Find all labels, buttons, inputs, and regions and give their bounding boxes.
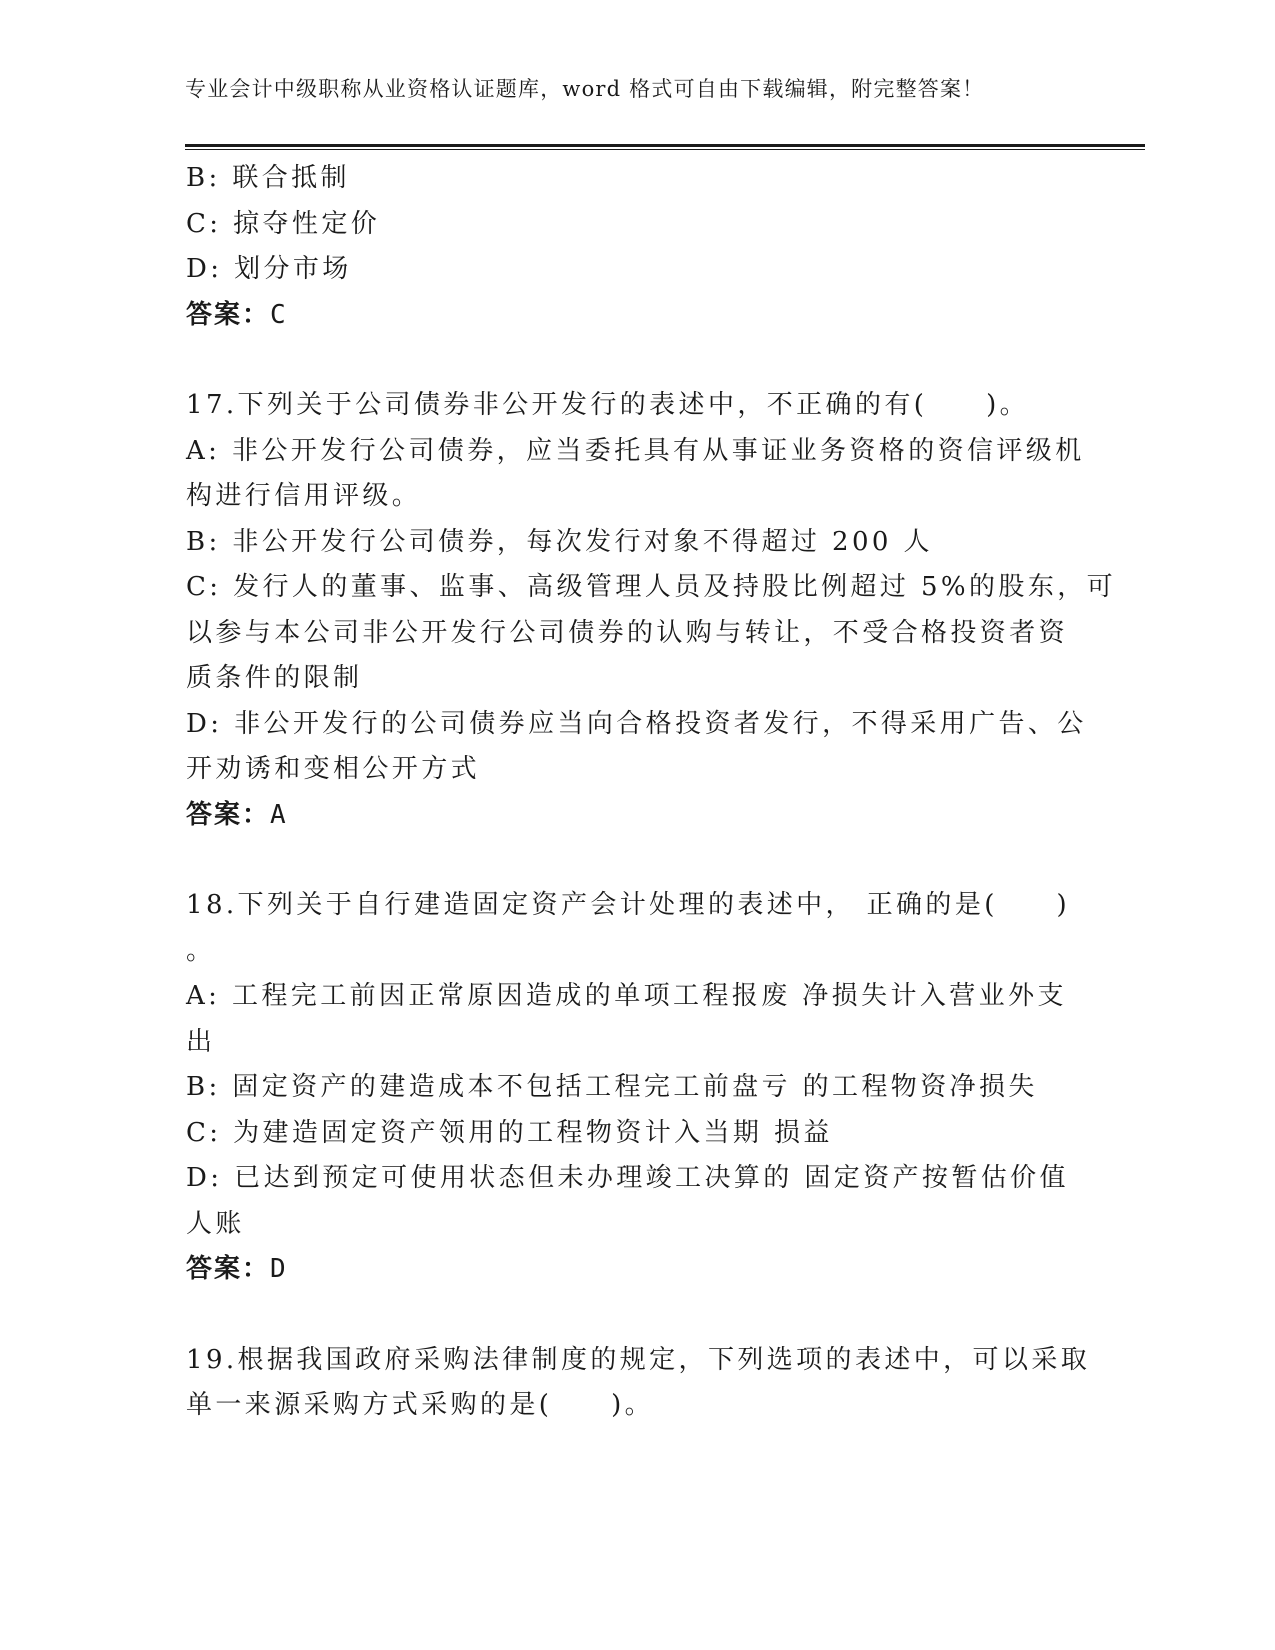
answer-label: 答案： [186, 1254, 271, 1284]
option-a-line-1: A: 工程完工前因正常原因造成的单项工程报废 净损失计入营业外支 [186, 981, 1067, 1011]
question-stem: 17.下列关于公司债券非公开发行的表述中，不正确的有( )。 [186, 390, 1030, 420]
question-stem-line-2: 。 [186, 935, 216, 966]
option-b: B: 联合抵制 [186, 163, 350, 193]
option-d: D: 划分市场 [186, 254, 352, 284]
option-b: B: 非公开发行公司债券，每次发行对象不得超过 200 人 [186, 526, 933, 557]
option-c: C: 掠夺性定价 [186, 208, 381, 239]
option-d-line-2: 开劝诱和变相公开方式 [186, 754, 481, 784]
answer-value: D [270, 1254, 288, 1284]
option-d-line-1: D: 非公开发行的公司债券应当向合格投资者发行，不得采用广告、公 [186, 708, 1087, 739]
header-divider [185, 144, 1145, 150]
question-spacer [186, 338, 1086, 383]
answer-value: A [270, 799, 288, 830]
question-stem-line-1: 19.根据我国政府采购法律制度的规定，下列选项的表述中，可以采取 [186, 1344, 1091, 1375]
question-stem-line-2: 单一来源采购方式采购的是( )。 [186, 1390, 655, 1420]
option-c-line-1: C: 发行人的董事、监事、高级管理人员及持股比例超过 5%的股东，可 [186, 572, 1117, 602]
question-content [186, 156, 1117, 1429]
answer-label: 答案： [186, 799, 271, 830]
answer-label: 答案： [186, 299, 271, 330]
question-18 [186, 883, 1086, 1293]
option-d-line-1: D: 已达到预定可使用状态但未办理竣工决算的 固定资产按暂估价值 [186, 1163, 1069, 1193]
option-b: B: 固定资产的建造成本不包括工程完工前盘亏 的工程物资净损失 [186, 1072, 1038, 1102]
question-16-tail [186, 156, 1086, 338]
answer-value: C [270, 299, 288, 330]
question-19 [186, 1338, 1091, 1429]
option-d-line-2: 人账 [186, 1208, 245, 1239]
header-divider-thick [185, 144, 1145, 147]
page-header: 专业会计中级职称从业资格认证题库，word 格式可自由下载编辑，附完整答案！ [185, 77, 985, 101]
question-spacer [186, 838, 1086, 883]
question-spacer [186, 1293, 1086, 1338]
option-a-line-2: 构进行信用评级。 [186, 481, 422, 511]
answer-line [186, 293, 1086, 339]
option-a-line-1: A: 非公开发行公司债券，应当委托具有从事证业务资格的资信评级机 [186, 435, 1085, 466]
option-c-line-3: 质条件的限制 [186, 663, 363, 693]
answer-line [186, 793, 1086, 839]
option-c-line-2: 以参与本公司非公开发行公司债券的认购与转让，不受合格投资者资 [186, 617, 1069, 648]
answer-line [186, 1247, 1086, 1293]
question-stem-line-1: 18.下列关于自行建造固定资产会计处理的表述中， 正确的是( ) [186, 890, 1071, 920]
option-c: C: 为建造固定资产领用的工程物资计入当期 损益 [186, 1117, 833, 1148]
option-a-line-2: 出 [186, 1026, 216, 1057]
question-17 [186, 383, 1117, 838]
header-divider-thin [185, 149, 1145, 150]
